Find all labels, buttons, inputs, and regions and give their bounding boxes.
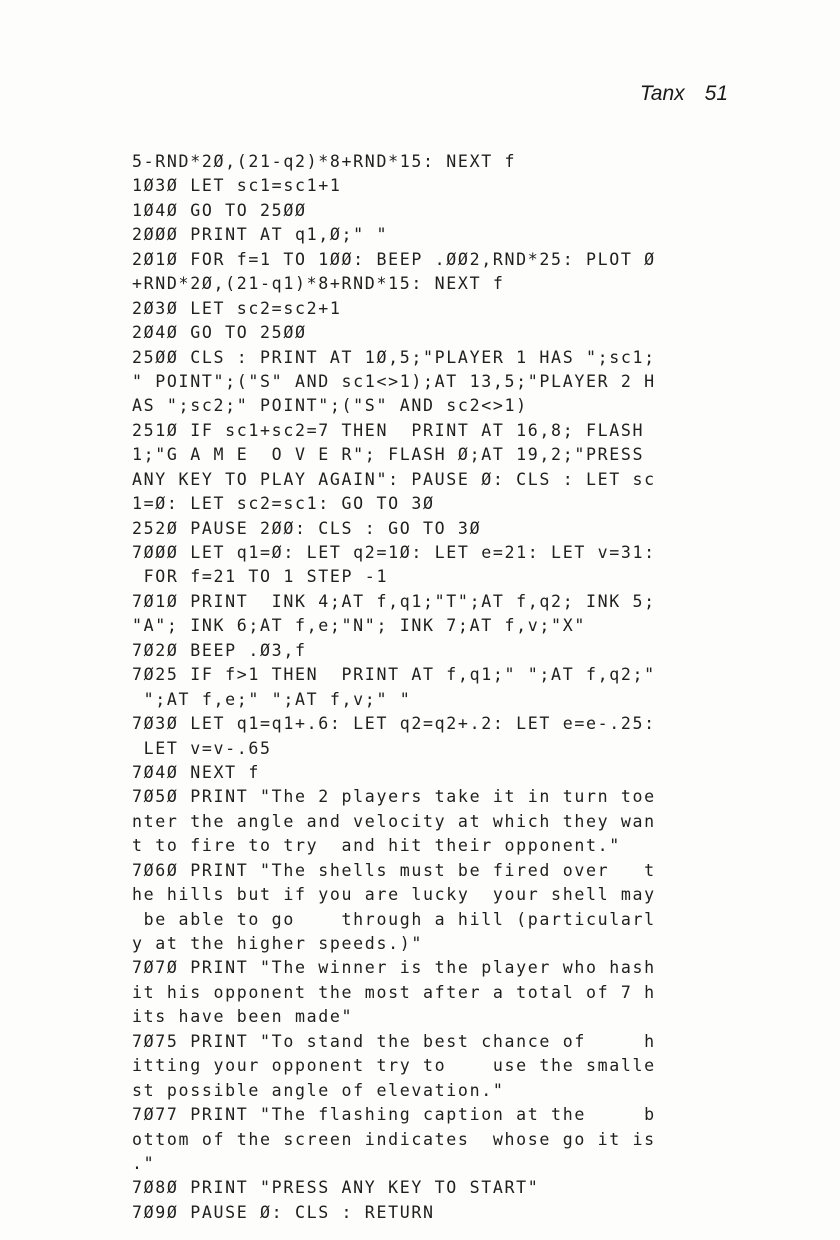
code-line: 7Ø9Ø PAUSE Ø: CLS : RETURN <box>132 1202 435 1222</box>
code-line: be able to go through a hill (particularl <box>132 909 656 929</box>
code-line: 251Ø IF sc1+sc2=7 THEN PRINT AT 16,8; FLASH <box>132 420 645 440</box>
page-number: 51 <box>704 82 728 105</box>
code-line: 1Ø3Ø LET sc1=sc1+1 <box>132 176 342 196</box>
code-line: 252Ø PAUSE 2ØØ: CLS : GO TO 3Ø <box>132 518 482 538</box>
code-line: 7Ø75 PRINT "To stand the best chance of h <box>132 1031 656 1051</box>
code-line: 1=Ø: LET sc2=sc1: GO TO 3Ø <box>132 494 435 514</box>
code-line: 5-RND*2Ø,(21-q2)*8+RND*15: NEXT f <box>132 152 517 171</box>
code-line: 2Ø4Ø GO TO 25ØØ <box>132 323 307 343</box>
code-line: 7ØØØ LET q1=Ø: LET q2=1Ø: LET e=21: LET v=31: <box>132 543 656 562</box>
code-line: 1;"G A M E O V E R"; FLASH Ø;AT 19,2;"PRESS <box>132 445 645 465</box>
code-line: FOR f=21 TO 1 STEP -1 <box>132 567 389 587</box>
code-line: ottom of the screen indicates whose go it is <box>132 1129 656 1149</box>
code-line: 7Ø6Ø PRINT "The shells must be fired over t <box>132 860 656 880</box>
code-line: LET v=v-.65 <box>132 738 272 758</box>
program-listing <box>132 150 752 1225</box>
code-line: 2Ø3Ø LET sc2=sc2+1 <box>132 298 342 318</box>
code-line: 2Ø1Ø FOR f=1 TO 1ØØ: BEEP .ØØ2,RND*25: PLOT Ø <box>132 249 656 269</box>
code-line: itting your opponent try to use the smalle <box>132 1056 656 1076</box>
code-line: 7Ø2Ø BEEP .Ø3,f <box>132 640 307 660</box>
page-header <box>0 82 728 106</box>
code-line: 7Ø8Ø PRINT "PRESS ANY KEY TO START" <box>132 1178 540 1198</box>
code-line: ANY KEY TO PLAY AGAIN": PAUSE Ø: CLS : LET sc <box>132 469 656 489</box>
code-line: ." <box>132 1153 156 1173</box>
code-line: st possible angle of elevation." <box>132 1080 505 1100</box>
code-line: AS ";sc2;" POINT";("S" AND sc2<>1) <box>132 396 528 416</box>
code-line: 7Ø7Ø PRINT "The winner is the player who hash <box>132 958 656 978</box>
code-line: 7Ø4Ø NEXT f <box>132 762 261 782</box>
code-line: nter the angle and velocity at which they wan <box>132 811 656 831</box>
code-line: " POINT";("S" AND sc1<>1);AT 13,5;"PLAYER 2 H <box>132 371 656 391</box>
code-line: 1Ø4Ø GO TO 25ØØ <box>132 200 307 220</box>
code-line: 7Ø5Ø PRINT "The 2 players take it in turn toe <box>132 787 656 807</box>
code-line: y at the higher speeds.)" <box>132 934 424 953</box>
code-line: he hills but if you are lucky your shell may <box>132 885 656 905</box>
running-title: Tanx <box>639 82 685 105</box>
code-line: 7Ø3Ø LET q1=q1+.6: LET q2=q2+.2: LET e=e-.25: <box>132 714 656 734</box>
code-line: 7Ø77 PRINT "The flashing caption at the b <box>132 1105 656 1125</box>
code-line: 7Ø25 IF f>1 THEN PRINT AT f,q1;" ";AT f,q2;" <box>132 665 656 685</box>
code-line: 2ØØØ PRINT AT q1,Ø;" " <box>132 225 389 245</box>
code-line: 25ØØ CLS : PRINT AT 1Ø,5;"PLAYER 1 HAS ";sc1; <box>132 347 656 367</box>
code-line: t to fire to try and hit their opponent." <box>132 836 621 856</box>
code-line: ";AT f,e;" ";AT f,v;" " <box>132 689 412 709</box>
code-line: "A"; INK 6;AT f,e;"N"; INK 7;AT f,v;"X" <box>132 616 586 636</box>
code-line: 7Ø1Ø PRINT INK 4;AT f,q1;"T";AT f,q2; INK 5; <box>132 591 656 611</box>
code-line: +RND*2Ø,(21-q1)*8+RND*15: NEXT f <box>132 274 505 294</box>
code-line: its have been made" <box>132 1007 354 1027</box>
code-line: it his opponent the most after a total of 7 h <box>132 982 656 1002</box>
